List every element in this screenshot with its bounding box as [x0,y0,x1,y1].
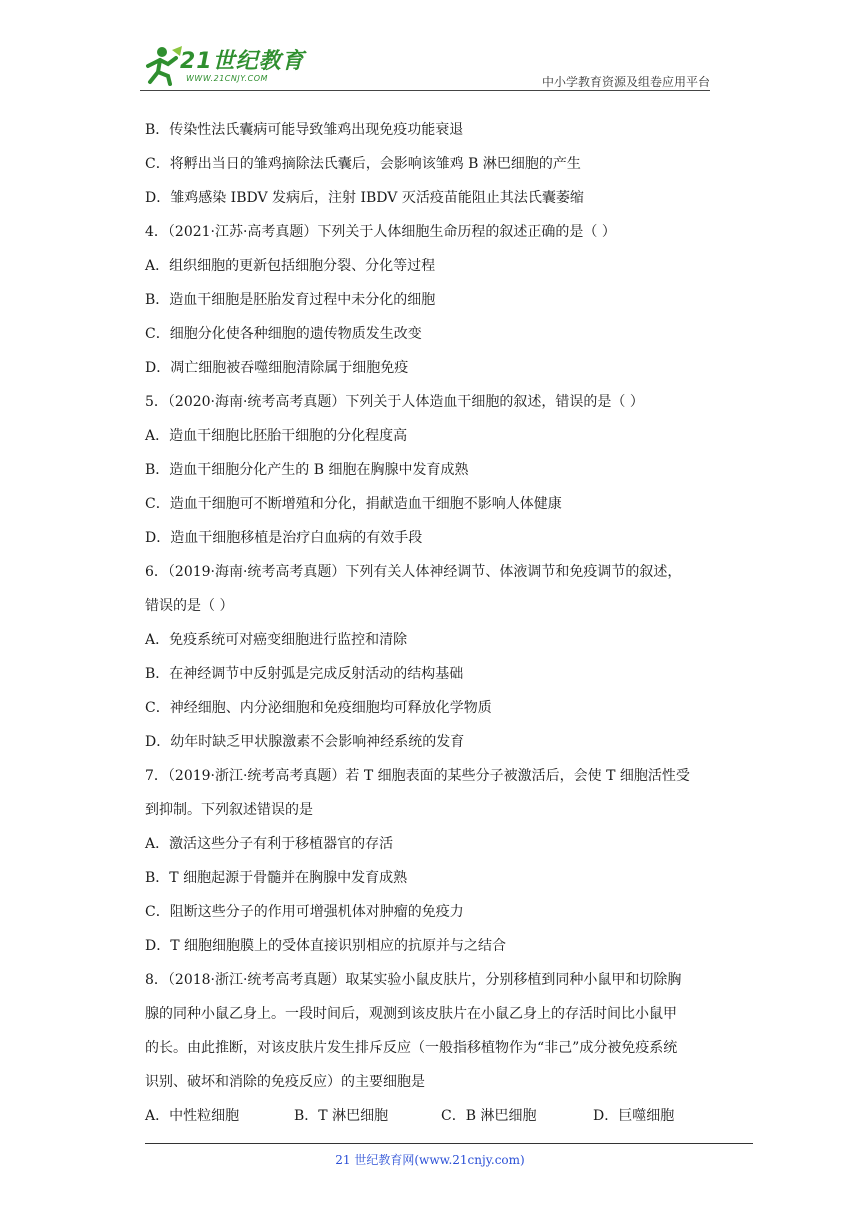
text-line: C．造血干细胞可不断增殖和分化，捐献造血干细胞不影响人体健康 [145,496,562,512]
text-line: C．阻断这些分子的作用可增强机体对肿瘤的免疫力 [145,904,464,920]
question-6-stem: 6．（2019·海南·统考高考真题）下列有关人体神经调节、体液调节和免疫调节的叙述， [145,564,682,580]
question-5-stem: 5．（2020·海南·统考高考真题）下列关于人体造血干细胞的叙述，错误的是（ ） [145,394,644,410]
platform-title: 中小学教育资源及组卷应用平台 [541,75,710,89]
option-a: A．中性粒细胞 [145,1108,240,1124]
text-line: 错误的是（ ） [145,598,234,614]
text-line: C．神经细胞、内分泌细胞和免疫细胞均可释放化学物质 [145,700,492,716]
text-line: C．细胞分化使各种细胞的遗传物质发生改变 [145,326,422,342]
logo-text: 21世纪教育 [180,49,305,74]
text-line: 识别、破坏和消除的免疫反应）的主要细胞是 [145,1074,425,1090]
text-line: B．传染性法氏囊病可能导致雏鸡出现免疫功能衰退 [145,122,464,138]
question-7-stem: 7．（2019·浙江·统考高考真题）若 T 细胞表面的某些分子被激活后，会使 T 细胞活性受 [145,768,690,784]
footer-link[interactable]: 21 世纪教育网(www.21cnjy.com) [335,1153,525,1167]
text-line: D．雏鸡感染 IBDV 发病后，注射 IBDV 灭活疫苗能阻止其法氏囊萎缩 [145,190,584,206]
text-line: B．在神经调节中反射弧是完成反射活动的结构基础 [145,666,464,682]
question-content [145,113,720,1133]
text-line: B．造血干细胞分化产生的 B 细胞在胸腺中发育成熟 [145,462,469,478]
text-line: C．将孵出当日的雏鸡摘除法氏囊后，会影响该雏鸡 B 淋巴细胞的产生 [145,156,581,172]
text-line: D．凋亡细胞被吞噬细胞清除属于细胞免疫 [145,360,409,376]
page-header [140,40,710,92]
text-line: A．造血干细胞比胚胎干细胞的分化程度高 [145,428,408,444]
header-divider [140,90,710,91]
question-4-stem: 4．（2021·江苏·高考真题）下列关于人体细胞生命历程的叙述正确的是（ ） [145,224,616,240]
text-line: 的长。由此推断，对该皮肤片发生排斥反应（一般指移植物作为“非己”成分被免疫系统 [145,1040,678,1056]
question-8-options [145,1099,720,1133]
question-8-stem: 8．（2018·浙江·统考高考真题）取某实验小鼠皮肤片，分别移植到同种小鼠甲和切除胸 [145,972,682,988]
runner-logo-icon [140,44,184,86]
option-d: D．巨噬细胞 [593,1108,675,1124]
text-line: D．T 细胞细胞膜上的受体直接识别相应的抗原并与之结合 [145,938,507,954]
text-line: B．T 细胞起源于骨髓并在胸腺中发育成熟 [145,870,408,886]
text-line: A．激活这些分子有利于移植器官的存活 [145,836,394,852]
text-line: D．造血干细胞移植是治疗白血病的有效手段 [145,530,423,546]
footer-divider [145,1143,753,1144]
text-line: 腺的同种小鼠乙身上。一段时间后，观测到该皮肤片在小鼠乙身上的存活时间比小鼠甲 [145,1006,677,1022]
text-line: A．免疫系统可对癌变细胞进行监控和清除 [145,632,408,648]
text-line: A．组织细胞的更新包括细胞分裂、分化等过程 [145,258,436,274]
text-line: B．造血干细胞是胚胎发育过程中未分化的细胞 [145,292,436,308]
logo-url: WWW.21CNJY.COM [186,74,268,83]
option-c: C．B 淋巴细胞 [441,1108,537,1124]
text-line: 到抑制。下列叙述错误的是 [145,802,313,818]
option-b: B．T 淋巴细胞 [294,1108,389,1124]
site-logo [140,40,310,92]
text-line: D．幼年时缺乏甲状腺激素不会影响神经系统的发育 [145,734,465,750]
